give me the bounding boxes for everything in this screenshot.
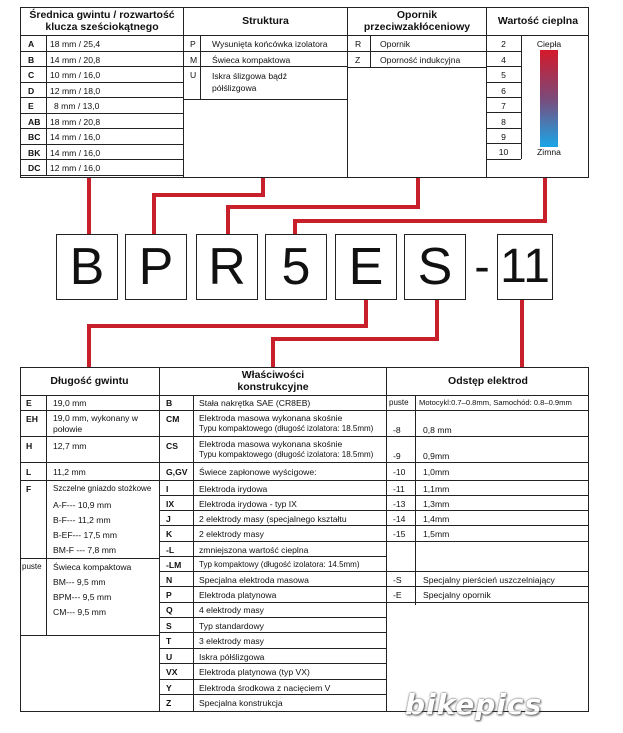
heat-value: 8	[501, 117, 506, 127]
construction-value: Elektroda irydowa - typ IX	[199, 499, 297, 509]
gap-value: 1,3mm	[423, 499, 450, 509]
construction-value: 2 elektrody masy (specjalnego kształtu	[199, 514, 347, 524]
gap-code: puste	[389, 398, 409, 407]
construction-code: K	[166, 529, 173, 539]
thread-code: DC	[28, 163, 41, 173]
gap-code: -13	[393, 499, 406, 509]
construction-value: Typ standardowy	[199, 621, 264, 631]
thread-value: 12 mm / 16,0	[50, 163, 101, 173]
construction-code: CS	[166, 441, 178, 451]
construction-value: Elektroda masowa wykonana skośnie	[199, 439, 343, 449]
thread-value: 18 mm / 25,4	[50, 39, 101, 49]
length-code: H	[26, 441, 33, 451]
construction-code: Y	[166, 683, 172, 693]
heat-cold-label: Zimna	[537, 147, 561, 157]
structure-code: M	[190, 55, 198, 65]
thread-value: 18 mm / 20,8	[50, 117, 101, 127]
length-code: E	[26, 398, 32, 408]
length-value: 12,7 mm	[53, 441, 87, 451]
gap-code: -S	[393, 575, 402, 585]
construction-value: 2 elektrody masy	[199, 529, 264, 539]
thread-code: E	[28, 101, 34, 111]
resistor-value: Opornik	[380, 39, 411, 49]
construction-value: Specjalna konstrukcja	[199, 698, 283, 708]
resistor-header: Opornik przeciwzakłóceniowy	[363, 9, 471, 33]
construction-code: VX	[166, 667, 178, 677]
gap-value: 1,1mm	[423, 484, 450, 494]
construction-code: T	[166, 636, 172, 646]
gap-value: Specjalny opornik	[423, 590, 491, 600]
construction-code: N	[166, 575, 173, 585]
construction-value: Świece zapłonowe wyścigowe:	[199, 467, 317, 477]
thread-value: 14 mm / 16,0	[50, 148, 101, 158]
gap-value: 1,5mm	[423, 529, 450, 539]
code-dash: -	[474, 240, 490, 292]
thread-value: 8 mm / 13,0	[54, 101, 100, 111]
construction-value: Elektroda masowa wykonana skośnie	[199, 413, 343, 423]
code-letter-length: E	[335, 234, 397, 300]
structure-value: Świeca kompaktowa	[212, 55, 291, 65]
construction-value: Elektroda platynowa (typ VX)	[199, 667, 310, 677]
thread-code: C	[28, 70, 35, 80]
gap-code: -8	[393, 425, 401, 435]
construction-code: -L	[166, 545, 175, 555]
construction-value: Elektroda platynowa	[199, 590, 277, 600]
heat-value: 4	[501, 55, 506, 65]
construction-code: I	[166, 484, 169, 494]
heat-value: 10	[498, 147, 509, 157]
construction-code: G,GV	[166, 467, 188, 477]
construction-value: zmniejszona wartość cieplna	[199, 545, 309, 555]
gap-code: -14	[393, 514, 406, 524]
length-value: 19,0 mm, wykonany w połowie	[53, 413, 139, 434]
construction-code: U	[166, 652, 173, 662]
resistor-value: Oporność indukcyjna	[380, 55, 461, 65]
construction-code: Z	[166, 698, 172, 708]
length-code: puste	[22, 562, 42, 571]
structure-value: Iskra ślizgowa bądź półślizgowa	[212, 71, 287, 93]
construction-code: S	[166, 621, 172, 631]
gap-value: Specjalny pierścień uszczelniający	[423, 575, 555, 585]
gap-value: Motocykl:0.7–0.8mm, Samochód: 0.8–0.9mm	[419, 398, 572, 407]
resistor-code: R	[355, 39, 362, 49]
construction-code: Q	[166, 605, 173, 615]
thread-value: 14 mm / 20,8	[50, 55, 101, 65]
heat-gradient-bar	[540, 50, 558, 147]
length-code: F	[26, 484, 32, 494]
thread-value: 14 mm / 16,0	[50, 132, 101, 142]
construction-code: CM	[166, 414, 180, 424]
length-value: A-F--- 10,9 mm	[53, 500, 112, 510]
construction-code: IX	[166, 499, 175, 509]
heat-header: Wartość cieplna	[497, 15, 579, 27]
length-code: EH	[26, 414, 38, 424]
length-value: 11,2 mm	[53, 467, 86, 477]
resistor-code: Z	[355, 55, 361, 65]
construction-value: 3 elektrody masy	[199, 636, 264, 646]
length-value: B-EF--- 17,5 mm	[53, 530, 117, 540]
gap-header: Odstęp elektrod	[448, 375, 528, 387]
gap-code: -15	[393, 529, 406, 539]
thread-code: BC	[28, 132, 41, 142]
code-letter-heat: 5	[265, 234, 327, 300]
gap-value: 0,8 mm	[423, 425, 452, 435]
heat-value: 7	[501, 101, 506, 111]
thread-code: AB	[28, 117, 41, 127]
thread-code: B	[28, 55, 35, 65]
thread-value: 12 mm / 18,0	[50, 86, 101, 96]
construction-code: -LM	[166, 560, 182, 570]
code-letter-resistor: R	[196, 234, 258, 300]
code-letter-construction: S	[404, 234, 466, 300]
construction-code: P	[166, 590, 172, 600]
length-header: Długość gwintu	[50, 375, 129, 387]
gap-code: -E	[393, 590, 402, 600]
structure-code: P	[190, 39, 196, 49]
gap-code: -11	[393, 484, 405, 494]
length-value: CM--- 9,5 mm	[53, 607, 106, 617]
length-value: Szczelne gniazdo stożkowe	[53, 484, 152, 493]
gap-value: 0,9mm	[423, 451, 450, 461]
structure-value: Wysunięta końcówka izolatora	[212, 39, 328, 49]
code-letter-structure: P	[125, 234, 187, 300]
construction-value: 4 elektrody masy	[199, 605, 264, 615]
structure-code: U	[190, 70, 197, 80]
gap-code: -10	[393, 467, 406, 477]
length-value: B-F--- 11,2 mm	[53, 515, 111, 525]
code-letter-thread: B	[56, 234, 118, 300]
thread-code: BK	[28, 148, 41, 158]
thread-header: Średnica gwintu / rozwartość klucza sześciokątnego	[29, 9, 175, 33]
gap-code: -9	[393, 451, 401, 461]
thread-code: D	[28, 86, 35, 96]
construction-code: B	[166, 398, 173, 408]
thread-value: 10 mm / 16,0	[50, 70, 101, 80]
heat-value: 9	[501, 132, 506, 142]
construction-value: Stała nakrętka SAE (CR8EB)	[199, 398, 311, 408]
heat-value: 5	[501, 70, 506, 80]
length-value: BPM--- 9,5 mm	[53, 592, 112, 602]
code-letter-gap: 11	[497, 234, 553, 300]
length-value: BM--- 9,5 mm	[53, 577, 106, 587]
thread-code: A	[28, 39, 35, 49]
construction-header: Właściwości konstrukcyjne	[237, 369, 309, 393]
construction-value: Elektroda środkowa z nacięciem V	[199, 683, 331, 693]
construction-value: Elektroda irydowa	[199, 484, 268, 494]
construction-sub: Typu kompaktowego (długość izolatora: 18.5mm)	[199, 424, 374, 433]
construction-value: Specjalna elektroda masowa	[199, 575, 309, 585]
construction-value: Typ kompaktowy (długość izolatora: 14.5mm)	[199, 560, 360, 569]
length-value: 19,0 mm	[53, 398, 87, 408]
watermark-logo: bikepics	[405, 688, 543, 721]
heat-hot-label: Ciepła	[536, 39, 562, 49]
gap-value: 1,4mm	[423, 514, 450, 524]
structure-header: Struktura	[242, 15, 289, 27]
construction-code: J	[166, 514, 171, 524]
heat-value: 6	[501, 86, 506, 96]
gap-value: 1,0mm	[423, 467, 450, 477]
heat-value: 2	[501, 39, 506, 49]
length-value: BM-F --- 7,8 mm	[53, 545, 117, 555]
construction-value: Iskra półślizgowa	[199, 652, 265, 662]
length-code: L	[26, 467, 32, 477]
construction-sub: Typu kompaktowego (długość izolatora: 18.5mm)	[199, 450, 374, 459]
length-value: Świeca kompaktowa	[53, 562, 132, 572]
